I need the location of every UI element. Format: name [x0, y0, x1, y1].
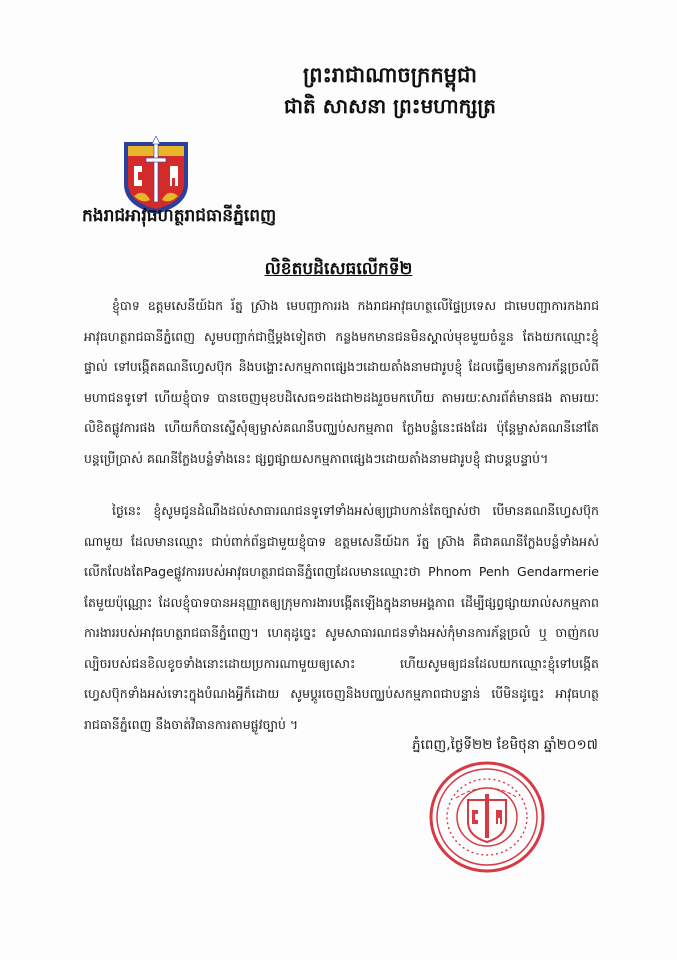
- gendarmerie-emblem-icon: [120, 136, 192, 216]
- official-seal-icon: [426, 758, 548, 876]
- paragraph-1: ខ្ញុំបាទ ឧត្តមសេនីយ៍ឯក រ័ត្ន ស្រ៊ាង មេបញ្ជាការរង កងរាជអាវុធហត្ថលើផ្ទៃប្រទេស ជាមេបញ្ជាការកងរាជអាវុធហត្ថរាជធានីភ្នំពេញ សូមបញ្ជាក់ជាថ្មីម្ដងទៀតថា កន្លងមកមានជនមិនស្គាល់មុខមួយចំនួន តែងយកឈ្មោះខ្ញុំផ្ទាល់ ទៅបង្កើតគណនីហ្វេសប៊ុក និងបង្ហោះសកម្មភាពផ្សេងៗដោយតាំងនាមជារូបខ្ញុំ ដែលធ្វើឲ្យមានការភ័ន្តច្រលំពីមហាជនទូទៅ ហើយខ្ញុំបាទ បានចេញមុខបដិសេធ១ដងជា២ដងរួចមកហើយ តាមរយៈសារព័ត៌មានផង តាមរយៈលិខិតផ្លូវការផង ហើយក៏បានស្នើសុំឲ្យម្ចាស់គណនីបញ្ឈប់សកម្មភាព ក្លែងបន្លំនេះផងដែរ ប៉ុន្តែម្ចាស់គណនីនៅតែបន្តប្រើប្រាស់ គណនីក្លែងបន្លំទាំងនេះ ផ្សព្វផ្សាយសកម្មភាពផ្សេងៗដោយតាំងនាមជារូបខ្ញុំ ជាបន្តបន្ទាប់។: [84, 298, 599, 466]
- paragraph-2: ថ្ងៃនេះ ខ្ញុំសូមជូនដំណឹងដល់សាធារណជនទូទៅទាំងអស់ឲ្យជ្រាបកាន់តែច្បាស់ថា បើមានគណនីហ្វេសប៊ុកណាមួយ ដែលមានឈ្មោះ ជាប់ពាក់ព័ន្ធជាមួយខ្ញុំបាទ ឧត្តមសេនីយ៍ឯក រ័ត្ន ស្រ៊ាង គឺជាគណនីក្លែងបន្លំទាំងអស់ លើកលែងតែPageផ្លូវការរបស់អាវុធហត្ថរាជធានីភ្នំពេញដែលមានឈ្មោះថា Phnom Penh Gendarmerie តែមួយប៉ុណ្ណោះ ដែលខ្ញុំបាទបានអនុញ្ញាតឲ្យក្រុមការងារបង្កើតឡើងក្នុងនាមអង្គភាព ដើម្បីផ្សព្វផ្សាយរាល់សកម្មភាពការងាររបស់អាវុធហត្ថរាជធានីភ្នំពេញ។ ហេតុដូច្នេះ សូមសាធារណជនទាំងអស់កុំមានការភ័ន្តច្រលំ ឬ ចាញ់កលល្បិចរបស់ជនខិលខូចទាំងនោះដោយប្រការណាមួយឲ្យសោះ ហើយសូមឲ្យជនដែលយកឈ្មោះខ្ញុំទៅបង្កើតហ្វេសប៊ុកទាំងអស់ទោះក្នុងបំណងអ្វីក៏ដោយ សូមប្ដូរចេញនិងបញ្ឈប់សកម្មភាពជាបន្ទាន់ បើមិនដូច្នេះ អាវុធហត្ថរាជធានីភ្នំពេញ នឹងចាត់វិធានការតាមផ្លូវច្បាប់ ។: [84, 503, 599, 732]
- motto-heading: ជាតិ សាសនា ព្រះមហាក្សត្រ: [284, 94, 496, 118]
- kingdom-heading: ព្រះរាជាណាចក្រកម្ពុជា: [302, 63, 477, 87]
- document-title: លិខិតបដិសេធលើកទី២: [264, 259, 413, 279]
- date-line: ភ្នំពេញ,ថ្ងៃទី២២ ខែមិថុនា ឆ្នាំ២០១៧: [412, 737, 598, 753]
- organization-name: កងរាជអាវុធហត្ថរាជធានីភ្នំពេញ: [82, 206, 277, 226]
